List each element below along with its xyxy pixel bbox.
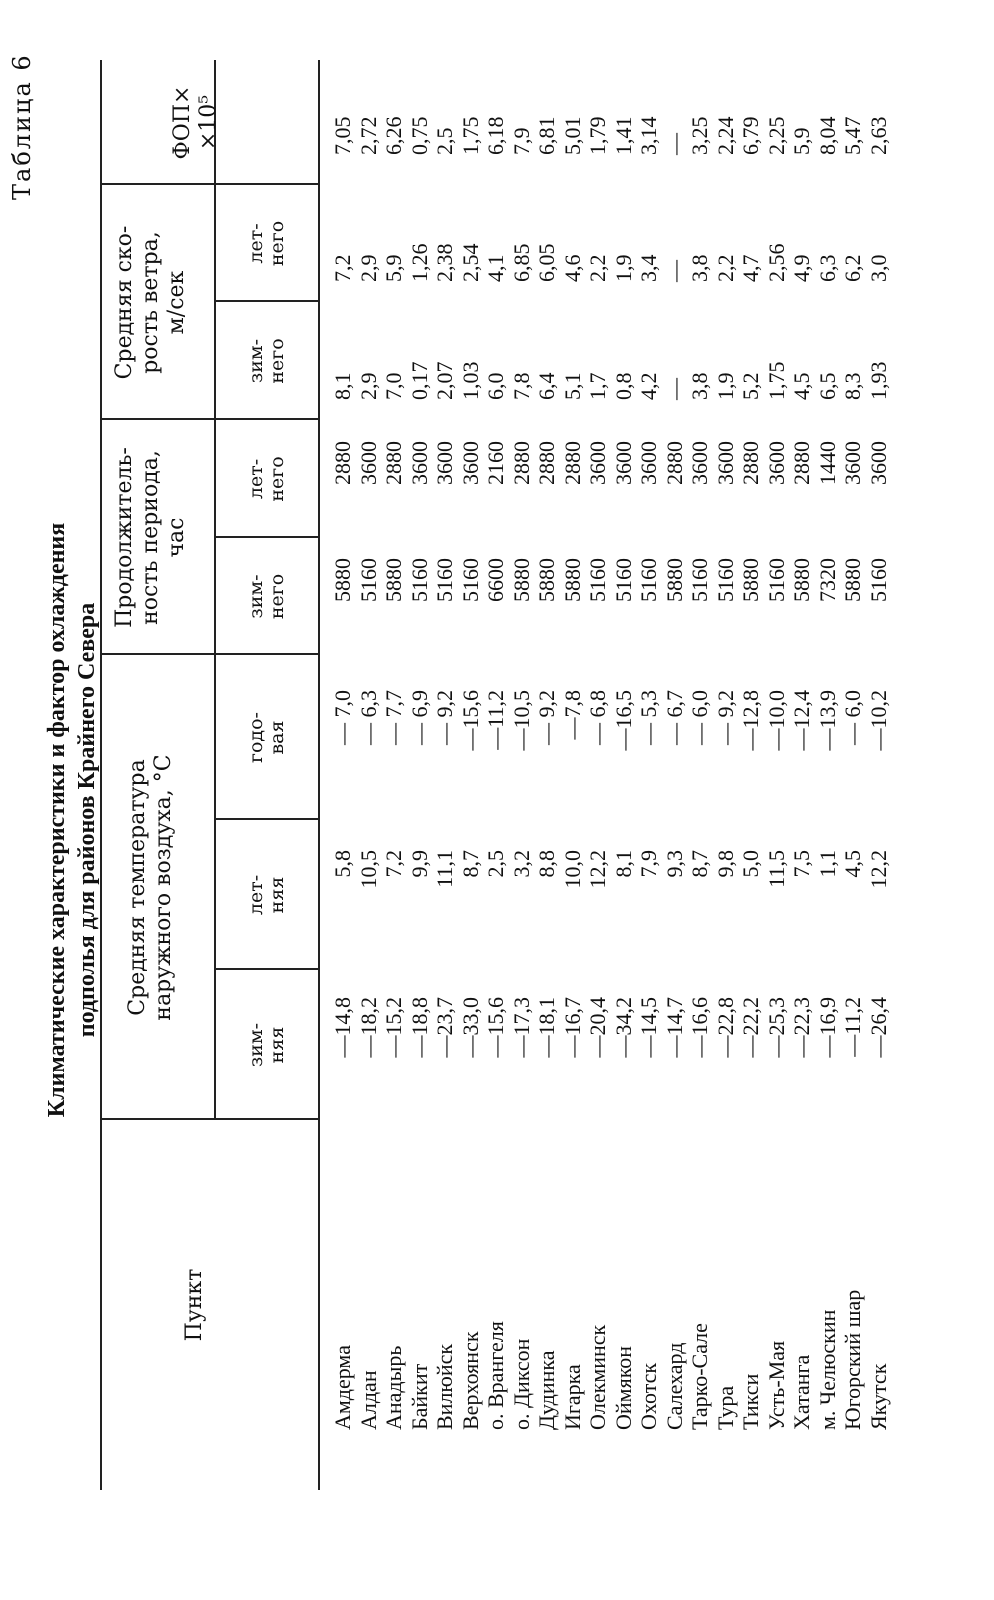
table-cell-d_w: 5880 bbox=[381, 558, 406, 602]
table-cell-t_w: —15,2 bbox=[381, 997, 406, 1058]
table-cell-d_w: 5160 bbox=[432, 558, 457, 602]
table-cell-point: Тарко-Сале bbox=[687, 1323, 712, 1430]
table-cell-fop: 1,41 bbox=[610, 116, 636, 155]
table-cell-v_s: 6,05 bbox=[534, 243, 559, 282]
header-duration-line-2: ность периода, bbox=[138, 450, 163, 625]
table-cell-point: Якутск bbox=[865, 1363, 891, 1430]
header-temperature-group bbox=[125, 655, 177, 1120]
table-cell-fop: 3,14 bbox=[636, 116, 661, 155]
table-cell-v_w: 0,8 bbox=[610, 372, 636, 400]
table-cell-v_w: 1,9 bbox=[712, 372, 738, 400]
table-cell-fop: 3,25 bbox=[687, 116, 712, 155]
table-cell-d_s: 2880 bbox=[508, 441, 534, 485]
subheader-text: него bbox=[266, 573, 288, 620]
table-cell-v_s: 4,1 bbox=[483, 254, 508, 282]
table-cell-point: м. Челюскин bbox=[814, 1309, 840, 1430]
table-cell-d_w: 5880 bbox=[661, 558, 687, 602]
table-cell-t_s: 12,2 bbox=[865, 850, 891, 889]
header-duration-line-1: Продолжитель- bbox=[112, 447, 137, 628]
table-cell-v_s: — bbox=[661, 260, 687, 282]
group-header-rule bbox=[214, 60, 216, 1120]
table-cell-fop: 2,24 bbox=[712, 116, 738, 155]
table-cell-d_w: 5880 bbox=[840, 558, 865, 602]
table-cell-t_w: —16,6 bbox=[687, 997, 712, 1058]
table-cell-t_w: —22,3 bbox=[789, 997, 814, 1058]
table-cell-d_s: 2880 bbox=[559, 441, 585, 485]
table-cell-d_w: 5880 bbox=[789, 558, 814, 602]
table-cell-v_w: 6,0 bbox=[483, 372, 508, 400]
table-cell-t_s: 10,0 bbox=[559, 850, 585, 889]
header-fop-line-1: ФОП× bbox=[170, 85, 195, 160]
table-cell-fop: 6,79 bbox=[738, 116, 763, 155]
subheader-temp-annual bbox=[246, 655, 288, 820]
table-cell-d_s: 2880 bbox=[534, 441, 559, 485]
table-cell-v_w: 4,5 bbox=[789, 372, 814, 400]
table-cell-t_y: — 6,3 bbox=[355, 690, 381, 745]
table-cell-fop: 6,18 bbox=[483, 116, 508, 155]
table-cell-d_w: 5160 bbox=[687, 558, 712, 602]
table-cell-fop: 6,26 bbox=[381, 116, 406, 155]
table-cell-point: Амдерма bbox=[330, 1345, 355, 1430]
header-wind-line-3: м/сек bbox=[164, 270, 189, 335]
table-top-rule bbox=[100, 60, 102, 1490]
table-cell-d_s: 3600 bbox=[636, 441, 661, 485]
table-cell-v_w: 1,7 bbox=[585, 372, 610, 400]
table-cell-v_s: 6,3 bbox=[814, 254, 840, 282]
header-duration-line-3: час bbox=[164, 517, 189, 558]
table-cell-t_s: 8,7 bbox=[687, 850, 712, 878]
table-cell-v_w: 7,8 bbox=[508, 372, 534, 400]
table-cell-t_w: —26,4 bbox=[865, 997, 891, 1058]
table-cell-d_s: 3600 bbox=[712, 441, 738, 485]
table-cell-d_s: 3600 bbox=[840, 441, 865, 485]
table-cell-d_s: 2880 bbox=[738, 441, 763, 485]
table-cell-t_w: —16,9 bbox=[814, 997, 840, 1058]
table-cell-t_y: — 9,2 bbox=[534, 690, 559, 745]
header-point: Пункт bbox=[182, 1268, 207, 1342]
table-cell-v_s: 7,2 bbox=[330, 254, 355, 282]
subheader-text: лет- bbox=[245, 874, 267, 916]
subheader-text: зим- bbox=[245, 574, 267, 619]
table-cell-point: Байкит bbox=[406, 1363, 432, 1430]
table-cell-t_s: 10,5 bbox=[355, 850, 381, 889]
table-cell-d_w: 5160 bbox=[457, 558, 483, 602]
table-cell-fop: 2,25 bbox=[763, 116, 789, 155]
table-cell-v_w: 1,75 bbox=[763, 361, 789, 400]
table-cell-t_s: 1,1 bbox=[814, 850, 840, 878]
table-cell-v_w: 1,03 bbox=[457, 361, 483, 400]
subheader-text: лет- bbox=[245, 458, 267, 500]
table-cell-v_w: 4,2 bbox=[636, 372, 661, 400]
table-cell-t_s: 11,1 bbox=[432, 850, 457, 888]
table-cell-t_y: — 6,9 bbox=[406, 690, 432, 745]
col-duration-winter bbox=[330, 558, 891, 655]
header-wind-group bbox=[112, 185, 190, 420]
table-cell-d_w: 5160 bbox=[712, 558, 738, 602]
table-cell-d_w: 5160 bbox=[763, 558, 789, 602]
table-cell-t_w: —17,3 bbox=[508, 997, 534, 1058]
table-cell-t_s: 8,7 bbox=[457, 850, 483, 878]
table-cell-d_s: 3600 bbox=[763, 441, 789, 485]
table-cell-t_y: — 9,2 bbox=[432, 690, 457, 745]
table-cell-v_w: 2,9 bbox=[355, 372, 381, 400]
col-temp-summer bbox=[330, 850, 891, 970]
table-cell-fop: 5,9 bbox=[789, 127, 814, 155]
table-cell-t_y: — 7,7 bbox=[381, 690, 406, 745]
subheader-temp-summer bbox=[246, 820, 288, 970]
table-cell-d_w: 5160 bbox=[355, 558, 381, 602]
table-cell-point: Тура bbox=[712, 1385, 738, 1430]
table-cell-t_y: —10,5 bbox=[508, 690, 534, 751]
table-cell-d_s: 3600 bbox=[585, 441, 610, 485]
table-cell-fop: 2,63 bbox=[865, 116, 891, 155]
table-cell-fop: 0,75 bbox=[406, 116, 432, 155]
table-cell-d_w: 5160 bbox=[865, 558, 891, 602]
table-cell-v_s: 2,2 bbox=[712, 254, 738, 282]
subheader-text: него bbox=[266, 338, 288, 384]
table-cell-t_s: 4,5 bbox=[840, 850, 865, 878]
table-cell-t_y: —10,2 bbox=[865, 690, 891, 751]
table-cell-point: Дудинка bbox=[534, 1350, 559, 1430]
table-cell-t_w: —34,2 bbox=[610, 997, 636, 1058]
table-cell-t_s: 11,5 bbox=[763, 850, 789, 888]
table-cell-fop: 2,72 bbox=[355, 116, 381, 155]
table-cell-d_s: 2880 bbox=[330, 441, 355, 485]
table-cell-fop: 6,81 bbox=[534, 116, 559, 155]
table-cell-t_s: 7,5 bbox=[789, 850, 814, 878]
col-point bbox=[330, 1130, 891, 1430]
table-cell-point: Охотск bbox=[636, 1362, 661, 1430]
table-cell-t_s: 9,8 bbox=[712, 850, 738, 878]
table-cell-v_w: — bbox=[661, 378, 687, 400]
table-cell-t_w: —11,2 bbox=[840, 997, 865, 1057]
table-cell-d_s: 3600 bbox=[406, 441, 432, 485]
table-cell-point: Анадырь bbox=[381, 1345, 406, 1430]
table-cell-v_w: 6,4 bbox=[534, 372, 559, 400]
table-cell-t_y: —12,4 bbox=[789, 690, 814, 751]
table-cell-d_s: 3600 bbox=[610, 441, 636, 485]
table-cell-t_w: —14,5 bbox=[636, 997, 661, 1058]
header-wind-line-1: Средняя ско- bbox=[112, 225, 137, 380]
table-cell-d_s: 3600 bbox=[432, 441, 457, 485]
table-cell-d_w: 5880 bbox=[738, 558, 763, 602]
table-cell-t_s: 2,5 bbox=[483, 850, 508, 878]
table-cell-t_y: — 5,3 bbox=[636, 690, 661, 745]
subheader-temp-winter bbox=[246, 970, 288, 1120]
table-cell-v_w: 2,07 bbox=[432, 361, 457, 400]
header-temperature-line-1: Средняя температура bbox=[125, 759, 150, 1016]
table-cell-t_y: —13,9 bbox=[814, 690, 840, 751]
table-cell-t_w: —22,2 bbox=[738, 997, 763, 1058]
table-cell-d_s: 2880 bbox=[381, 441, 406, 485]
header-temperature-line-2: наружного воздуха, °С bbox=[151, 754, 176, 1021]
table-cell-point: Тикси bbox=[738, 1373, 763, 1430]
subheader-text: него bbox=[266, 220, 288, 267]
table-cell-point: Хатанга bbox=[789, 1354, 814, 1430]
table-cell-v_w: 3,8 bbox=[687, 372, 712, 400]
table-cell-fop: 5,01 bbox=[559, 116, 585, 155]
table-cell-v_w: 5,1 bbox=[559, 372, 585, 400]
table-cell-d_w: 5880 bbox=[534, 558, 559, 602]
table-cell-fop: 1,75 bbox=[457, 116, 483, 155]
table-cell-t_s: 8,8 bbox=[534, 850, 559, 878]
table-cell-t_w: —33,0 bbox=[457, 997, 483, 1058]
table-cell-fop: 7,05 bbox=[330, 116, 355, 155]
table-cell-point: Алдан bbox=[355, 1370, 381, 1430]
table-cell-fop: 1,79 bbox=[585, 116, 610, 155]
subheader-text: лет- bbox=[245, 223, 267, 264]
table-title bbox=[42, 160, 102, 1480]
table-cell-d_s: 2880 bbox=[661, 441, 687, 485]
table-cell-t_y: —15,6 bbox=[457, 690, 483, 751]
table-cell-v_s: 6,85 bbox=[508, 243, 534, 282]
table-cell-t_w: —22,8 bbox=[712, 997, 738, 1058]
table-cell-d_w: 5160 bbox=[585, 558, 610, 602]
table-cell-v_s: 5,9 bbox=[381, 254, 406, 282]
table-cell-v_s: 2,2 bbox=[585, 254, 610, 282]
table-cell-d_s: 2880 bbox=[789, 441, 814, 485]
subheader-text: няя bbox=[266, 876, 288, 914]
table-cell-d_w: 5880 bbox=[508, 558, 534, 602]
subheader-text: няя bbox=[266, 1026, 288, 1064]
table-cell-v_s: 1,26 bbox=[406, 243, 432, 282]
table-cell-v_s: 6,2 bbox=[840, 254, 865, 282]
table-cell-v_s: 2,9 bbox=[355, 254, 381, 282]
table-cell-v_w: 0,17 bbox=[406, 361, 432, 400]
col-duration-summer bbox=[330, 441, 891, 538]
title-line-1: Климатические характеристики и фактор охлаждения bbox=[44, 522, 70, 1118]
table-cell-point: Вилюйск bbox=[432, 1343, 457, 1430]
table-cell-d_s: 2160 bbox=[483, 441, 508, 485]
subheader-text: вая bbox=[266, 720, 288, 755]
table-cell-t_y: — 6,8 bbox=[585, 690, 610, 745]
table-cell-d_w: 7320 bbox=[814, 558, 840, 602]
table-cell-fop: 2,5 bbox=[432, 127, 457, 155]
header-fop-line-2: ×10⁵ bbox=[196, 94, 221, 151]
table-cell-d_w: 5880 bbox=[330, 558, 355, 602]
table-cell-d_s: 3600 bbox=[865, 441, 891, 485]
table-cell-v_s: 4,7 bbox=[738, 254, 763, 282]
table-cell-t_w: —14,7 bbox=[661, 997, 687, 1058]
col-wind-summer bbox=[330, 187, 891, 282]
table-cell-t_w: —14,8 bbox=[330, 997, 355, 1058]
table-cell-v_w: 8,3 bbox=[840, 372, 865, 400]
col-temp-winter bbox=[330, 997, 891, 1120]
table-cell-v_s: 4,6 bbox=[559, 254, 585, 282]
table-cell-fop: 5,47 bbox=[840, 116, 865, 155]
table-cell-point: Игарка bbox=[559, 1364, 585, 1430]
header-fop bbox=[170, 60, 222, 185]
table-cell-d_w: 6600 bbox=[483, 558, 508, 602]
table-cell-t_w: —25,3 bbox=[763, 997, 789, 1058]
table-cell-t_y: — 6,7 bbox=[661, 690, 687, 745]
table-cell-t_y: —12,8 bbox=[738, 690, 763, 751]
table-cell-v_s: 2,54 bbox=[457, 243, 483, 282]
table-cell-v_w: 6,5 bbox=[814, 372, 840, 400]
title-line-2: подполья для районов Крайнего Севера bbox=[74, 602, 100, 1038]
table-cell-v_w: 8,1 bbox=[330, 372, 355, 400]
table-cell-v_s: 1,9 bbox=[610, 254, 636, 282]
table-cell-fop: — bbox=[661, 133, 687, 155]
table-cell-d_s: 3600 bbox=[355, 441, 381, 485]
subheader-wind-summer bbox=[246, 185, 288, 302]
table-cell-t_y: —16,5 bbox=[610, 690, 636, 751]
table-cell-point: о. Врангеля bbox=[483, 1321, 508, 1430]
table-cell-v_w: 5,2 bbox=[738, 372, 763, 400]
header-duration-group bbox=[112, 420, 190, 655]
table-cell-t_y: — 9,2 bbox=[712, 690, 738, 745]
table-cell-point: Югорский шар bbox=[840, 1289, 865, 1430]
table-cell-v_s: 3,0 bbox=[865, 254, 891, 282]
table-cell-t_y: —10,0 bbox=[763, 690, 789, 751]
table-cell-t_w: —15,6 bbox=[483, 997, 508, 1058]
table-header-bottom-rule bbox=[318, 60, 320, 1490]
table-cell-t_y: — 6,0 bbox=[840, 690, 865, 745]
subheader-text: годо- bbox=[245, 712, 267, 763]
table-cell-d_w: 5160 bbox=[636, 558, 661, 602]
table-cell-point: о. Диксон bbox=[508, 1338, 534, 1430]
table-cell-t_s: 5,0 bbox=[738, 850, 763, 878]
table-cell-t_y: —7,8 bbox=[559, 690, 585, 740]
table-cell-t_s: 5,8 bbox=[330, 850, 355, 878]
table-cell-t_y: — 6,0 bbox=[687, 690, 712, 745]
header-wind-line-2: рость ветра, bbox=[138, 231, 163, 374]
col-temp-annual bbox=[330, 690, 891, 820]
table-cell-t_w: —18,1 bbox=[534, 997, 559, 1058]
table-cell-d_s: 3600 bbox=[687, 441, 712, 485]
table-cell-d_w: 5880 bbox=[559, 558, 585, 602]
table-cell-t_w: —16,7 bbox=[559, 997, 585, 1058]
table-cell-v_s: 2,38 bbox=[432, 243, 457, 282]
table-cell-d_s: 1440 bbox=[814, 441, 840, 485]
subheader-wind-winter bbox=[246, 302, 288, 420]
table-cell-v_s: 3,4 bbox=[636, 254, 661, 282]
table-cell-point: Верхоянск bbox=[457, 1331, 483, 1430]
table-label: Таблица 6 bbox=[8, 53, 36, 200]
col-fop bbox=[330, 65, 891, 155]
subheader-text: него bbox=[266, 456, 288, 502]
table-cell-d_w: 5160 bbox=[610, 558, 636, 602]
table-cell-t_s: 12,2 bbox=[585, 850, 610, 889]
table-cell-t_s: 9,9 bbox=[406, 850, 432, 878]
subheader-duration-summer bbox=[246, 420, 288, 538]
table-cell-t_s: 8,1 bbox=[610, 850, 636, 878]
table-cell-t_w: —18,8 bbox=[406, 997, 432, 1058]
table-cell-v_s: 3,8 bbox=[687, 254, 712, 282]
table-cell-point: Олекминск bbox=[585, 1324, 610, 1430]
subheader-text: зим- bbox=[245, 338, 267, 384]
table-cell-point: Оймякон bbox=[610, 1345, 636, 1430]
table-cell-t_s: 7,2 bbox=[381, 850, 406, 878]
col-wind-winter bbox=[330, 305, 891, 400]
table-cell-d_s: 3600 bbox=[457, 441, 483, 485]
table-cell-t_s: 7,9 bbox=[636, 850, 661, 878]
subheader-duration-winter bbox=[246, 538, 288, 655]
table-cell-t_y: — 7,0 bbox=[330, 690, 355, 745]
table-cell-v_w: 7,0 bbox=[381, 372, 406, 400]
table-cell-t_w: —23,7 bbox=[432, 997, 457, 1058]
table-cell-v_s: 4,9 bbox=[789, 254, 814, 282]
subheader-text: зим- bbox=[245, 1022, 267, 1068]
table-cell-t_y: —11,2 bbox=[483, 690, 508, 750]
table-cell-fop: 7,9 bbox=[508, 127, 534, 155]
table-cell-v_w: 1,93 bbox=[865, 361, 891, 400]
table-cell-d_w: 5160 bbox=[406, 558, 432, 602]
table-cell-t_s: 3,2 bbox=[508, 850, 534, 878]
table-cell-point: Салехард bbox=[661, 1342, 687, 1430]
table-cell-t_w: —18,2 bbox=[355, 997, 381, 1058]
table-cell-fop: 8,04 bbox=[814, 116, 840, 155]
table-cell-t_w: —20,4 bbox=[585, 997, 610, 1058]
table-cell-v_s: 2,56 bbox=[763, 243, 789, 282]
table-cell-point: Усть-Мая bbox=[763, 1340, 789, 1430]
table-cell-t_s: 9,3 bbox=[661, 850, 687, 878]
